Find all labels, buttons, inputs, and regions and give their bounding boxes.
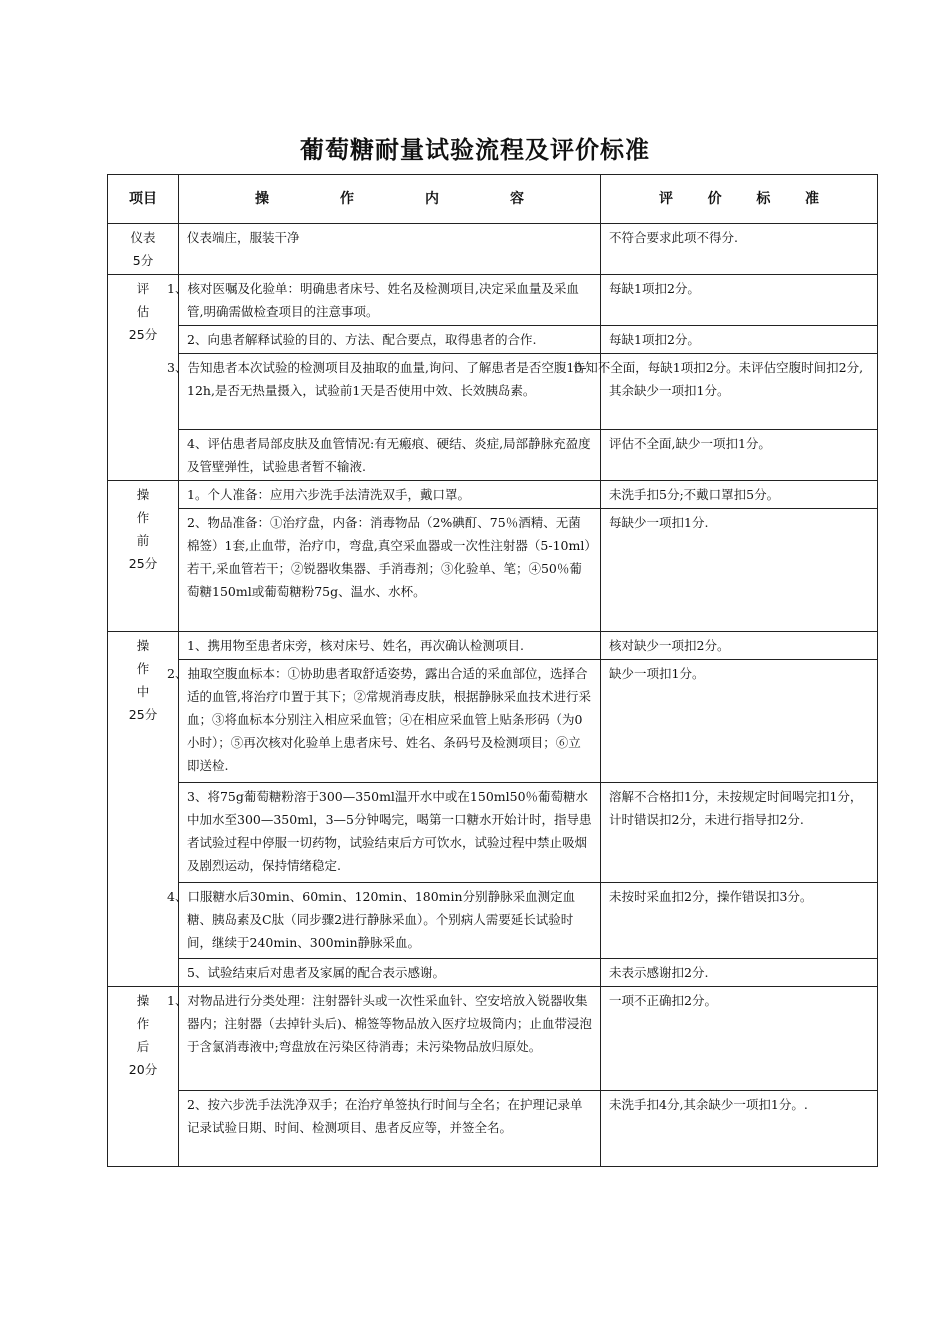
table-row bbox=[108, 430, 878, 481]
header-content-char: 操 bbox=[255, 190, 269, 207]
header-criteria bbox=[601, 175, 878, 224]
content-cell: 2、抽取空腹血标本：①协助患者取舒适姿势，露出合适的采血部位，选择合适的血管,将治疗巾置于其下；②常规消毒皮肤，根据静脉采血技术进行采血；③将血标本分别注入相应采血管；④在相应采血管上贴条形码（为0小时）；⑤再次核对化验单上患者床号、姓名、条码号及检测项目；⑥立即送检. bbox=[179, 660, 601, 783]
criteria-cell: 缺少一项扣1分。 bbox=[601, 660, 878, 783]
content-cell: 3、将75g葡萄糖粉溶于300—350ml温开水中或在150ml50％葡萄糖水中加水至300—350ml，3—5分钟喝完，喝第一口糖水开始计时，指导患者试验过程中停服一切药物，试验结束后方可饮水，试验过程中禁止吸烟及剧烈运动，保持情绪稳定. bbox=[179, 783, 601, 883]
table-row bbox=[108, 275, 878, 326]
page-title: 葡萄糖耐量试验流程及评价标准 bbox=[300, 136, 650, 164]
table-row bbox=[108, 783, 878, 883]
content-cell: 2、物品准备：①治疗盘，内备：消毒物品（2%碘酊、75％酒精、无菌棉签）1套,止血带，治疗巾，弯盘,真空采血器或一次性注射器（5-10ml）若干,采血管若干；②锐器收集器、手消毒剂；③化验单、笔；④50％葡萄糖150ml或葡萄糖粉75g、温水、水杯。 bbox=[179, 509, 601, 632]
criteria-cell: 告知不全面，每缺1项扣2分。未评估空腹时间扣2分,其余缺少一项扣1分。 bbox=[601, 354, 878, 430]
content-cell: 1。个人准备：应用六步洗手法清洗双手，戴口罩。 bbox=[179, 481, 601, 509]
content-cell: 2、按六步洗手法洗净双手；在治疗单签执行时间与全名；在护理记录单记录试验日期、时间、检测项目、患者反应等，并签全名。 bbox=[179, 1091, 601, 1167]
header-criteria-char: 标 bbox=[756, 190, 771, 207]
criteria-cell: 评估不全面,缺少一项扣1分。 bbox=[601, 430, 878, 481]
content-cell: 3、告知患者本次试验的检测项目及抽取的血量,询问、了解患者是否空腹10-12h,是否无热量摄入，试验前1天是否使用中效、长效胰岛素。 bbox=[179, 354, 601, 430]
criteria-cell: 未表示感谢扣2分. bbox=[601, 959, 878, 987]
criteria-cell: 未洗手扣4分,其余缺少一项扣1分。. bbox=[601, 1091, 878, 1167]
criteria-cell: 未洗手扣5分;不戴口罩扣5分。 bbox=[601, 481, 878, 509]
header-content-char: 内 bbox=[425, 190, 439, 207]
header-item: 项目 bbox=[108, 175, 179, 224]
header-content bbox=[179, 175, 601, 224]
evaluation-table bbox=[107, 174, 878, 1167]
section-pre-operation-label: 操 作 前 25分 bbox=[108, 481, 179, 632]
header-criteria-char: 评 bbox=[659, 190, 673, 207]
table-row bbox=[108, 987, 878, 1091]
criteria-cell: 核对缺少一项扣2分。 bbox=[601, 632, 878, 660]
table-row bbox=[108, 326, 878, 354]
header-content-char: 作 bbox=[340, 190, 354, 207]
header-criteria-char: 价 bbox=[707, 190, 722, 207]
criteria-cell: 溶解不合格扣1分，未按规定时间喝完扣1分，计时错误扣2分，未进行指导扣2分. bbox=[601, 783, 878, 883]
table-row bbox=[108, 660, 878, 783]
table-row bbox=[108, 1091, 878, 1167]
table-row bbox=[108, 959, 878, 987]
content-cell: 2、向患者解释试验的目的、方法、配合要点，取得患者的合作. bbox=[179, 326, 601, 354]
content-cell: 5、试验结束后对患者及家属的配合表示感谢。 bbox=[179, 959, 601, 987]
content-cell: 4、口服糖水后30min、60min、120min、180min分别静脉采血测定血糖、胰岛素及C肽（同步骤2进行静脉采血）。个别病人需要延长试验时间，继续于240min、300min静脉采血。 bbox=[179, 883, 601, 959]
table-row bbox=[108, 883, 878, 959]
section-post-operation-label: 操 作 后 20分 bbox=[108, 987, 179, 1167]
table-row bbox=[108, 354, 878, 430]
content-cell: 仪表端庄，服装干净 bbox=[179, 224, 601, 275]
section-assessment-label: 评 估 25分 bbox=[108, 275, 179, 481]
table-header-row bbox=[108, 175, 878, 224]
table-row bbox=[108, 632, 878, 660]
table-row bbox=[108, 509, 878, 632]
section-appearance-label: 仪表 5分 bbox=[108, 224, 179, 275]
content-cell: 1、核对医嘱及化验单：明确患者床号、姓名及检测项目,决定采血量及采血管,明确需做检查项目的注意事项。 bbox=[179, 275, 601, 326]
criteria-cell: 每缺少一项扣1分. bbox=[601, 509, 878, 632]
criteria-cell: 每缺1项扣2分。 bbox=[601, 326, 878, 354]
content-cell: 4、评估患者局部皮肤及血管情况:有无瘢痕、硬结、炎症,局部静脉充盈度及管壁弹性，试验患者暂不输液. bbox=[179, 430, 601, 481]
criteria-cell: 未按时采血扣2分，操作错误扣3分。 bbox=[601, 883, 878, 959]
table-row bbox=[108, 224, 878, 275]
content-cell: 1、对物品进行分类处理：注射器针头或一次性采血针、空安培放入锐器收集器内；注射器（去掉针头后)、棉签等物品放入医疗垃圾筒内；止血带浸泡于含氯消毒液中;弯盘放在污染区待消毒；未污染物品放归原处。 bbox=[179, 987, 601, 1091]
criteria-cell: 一项不正确扣2分。 bbox=[601, 987, 878, 1091]
criteria-cell: 每缺1项扣2分。 bbox=[601, 275, 878, 326]
section-in-operation-label: 操 作 中 25分 bbox=[108, 632, 179, 987]
header-content-char: 容 bbox=[510, 190, 524, 207]
content-cell: 1、携用物至患者床旁，核对床号、姓名，再次确认检测项目. bbox=[179, 632, 601, 660]
table-row bbox=[108, 481, 878, 509]
header-criteria-char: 准 bbox=[804, 190, 819, 207]
criteria-cell: 不符合要求此项不得分. bbox=[601, 224, 878, 275]
